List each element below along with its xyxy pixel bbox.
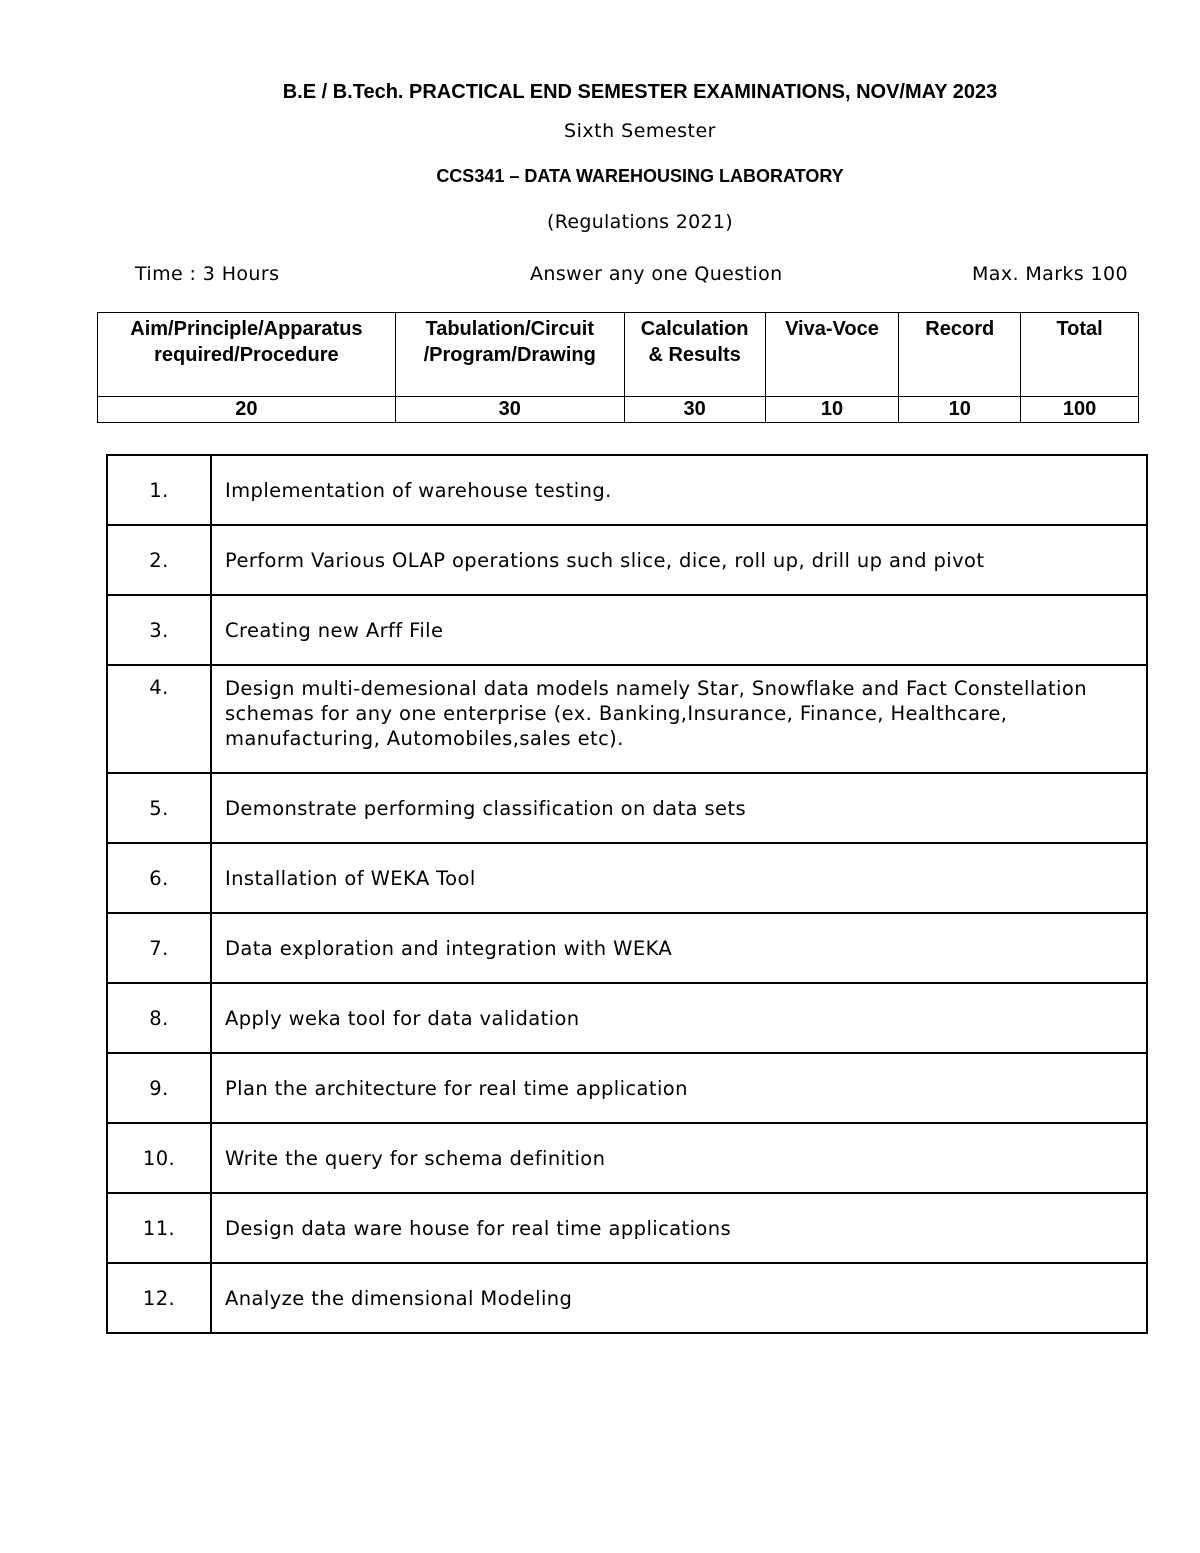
question-number: 10. xyxy=(107,1123,211,1193)
question-number: 4. xyxy=(107,665,211,773)
marks-header-cell: Record xyxy=(899,313,1021,397)
question-number: 6. xyxy=(107,843,211,913)
marks-value-cell: 30 xyxy=(624,397,765,423)
question-text: Implementation of warehouse testing. xyxy=(211,455,1147,525)
question-row xyxy=(107,843,1147,913)
marks-value-cell: 30 xyxy=(395,397,624,423)
marks-value-cell: 10 xyxy=(899,397,1021,423)
question-number: 8. xyxy=(107,983,211,1053)
marks-header-cell: Total xyxy=(1021,313,1139,397)
marks-value-cell: 20 xyxy=(98,397,396,423)
marks-distribution-table xyxy=(97,312,1139,423)
question-row xyxy=(107,1263,1147,1333)
marks-header-cell: Calculation & Results xyxy=(624,313,765,397)
instruction-label: Answer any one Question xyxy=(530,263,783,285)
questions-table xyxy=(106,454,1148,1334)
question-text: Apply weka tool for data validation xyxy=(211,983,1147,1053)
semester-label: Sixth Semester xyxy=(564,120,716,142)
marks-header-cell: Viva-Voce xyxy=(765,313,899,397)
question-row xyxy=(107,913,1147,983)
question-text: Demonstrate performing classification on data sets xyxy=(211,773,1147,843)
max-marks-label: Max. Marks 100 xyxy=(972,263,1129,285)
marks-header-row xyxy=(98,313,1139,397)
question-number: 3. xyxy=(107,595,211,665)
question-number: 9. xyxy=(107,1053,211,1123)
marks-header-cell: Tabulation/Circuit /Program/Drawing xyxy=(395,313,624,397)
question-row xyxy=(107,983,1147,1053)
marks-value-cell: 10 xyxy=(765,397,899,423)
question-text: Write the query for schema definition xyxy=(211,1123,1147,1193)
question-text: Design data ware house for real time applications xyxy=(211,1193,1147,1263)
question-row xyxy=(107,595,1147,665)
question-row xyxy=(107,773,1147,843)
question-number: 1. xyxy=(107,455,211,525)
question-text: Installation of WEKA Tool xyxy=(211,843,1147,913)
question-text: Analyze the dimensional Modeling xyxy=(211,1263,1147,1333)
question-number: 2. xyxy=(107,525,211,595)
course-title: CCS341 – DATA WAREHOUSING LABORATORY xyxy=(436,166,844,186)
marks-header-cell: Aim/Principle/Apparatus required/Procedure xyxy=(98,313,396,397)
regulations-label: (Regulations 2021) xyxy=(547,211,733,233)
question-number: 11. xyxy=(107,1193,211,1263)
question-row xyxy=(107,665,1147,773)
question-number: 5. xyxy=(107,773,211,843)
question-number: 12. xyxy=(107,1263,211,1333)
time-label: Time : 3 Hours xyxy=(135,263,280,285)
question-text: Perform Various OLAP operations such slice, dice, roll up, drill up and pivot xyxy=(211,525,1147,595)
exam-title: B.E / B.Tech. PRACTICAL END SEMESTER EXAMINATIONS, NOV/MAY 2023 xyxy=(282,81,998,103)
question-text: Data exploration and integration with WEKA xyxy=(211,913,1147,983)
question-row xyxy=(107,455,1147,525)
marks-value-cell: 100 xyxy=(1021,397,1139,423)
question-number: 7. xyxy=(107,913,211,983)
question-row xyxy=(107,1193,1147,1263)
question-text: Design multi-demesional data models namely Star, Snowflake and Fact Constellation schemas for any one enterprise (ex. Banking,Insurance, Finance, Healthcare, manufacturing, Automobiles,sales etc). xyxy=(211,665,1147,773)
question-row xyxy=(107,1053,1147,1123)
question-row xyxy=(107,525,1147,595)
question-row xyxy=(107,1123,1147,1193)
question-text: Plan the architecture for real time application xyxy=(211,1053,1147,1123)
question-text: Creating new Arff File xyxy=(211,595,1147,665)
marks-values-row xyxy=(98,397,1139,423)
